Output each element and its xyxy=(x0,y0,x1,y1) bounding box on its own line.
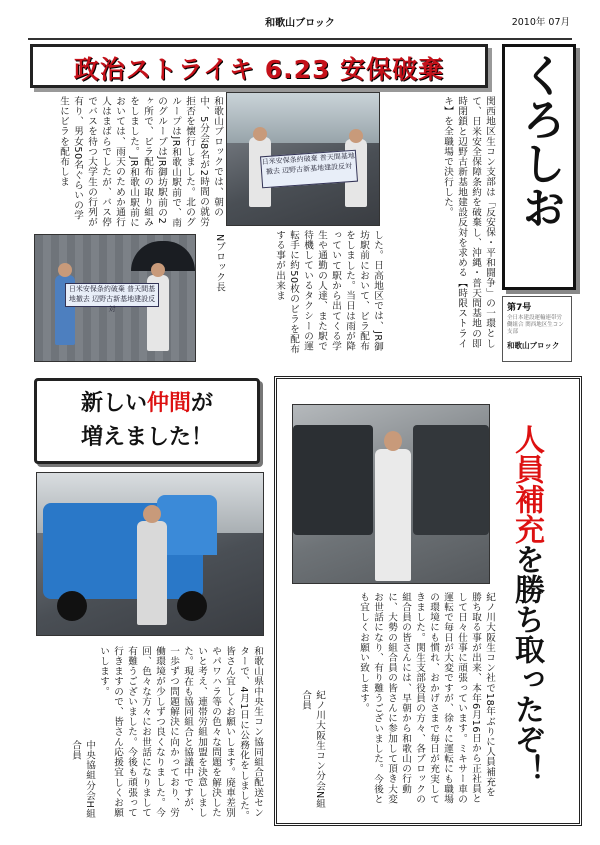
text-col: 題を解決したいと考え、連帯労組加 xyxy=(196,646,221,818)
article1-body xyxy=(226,230,384,360)
text-col: と辺野古新基地建設反対を求める【時限ストライキ】を全 xyxy=(442,96,467,349)
text-col: 労働環境が少しずつ良くなりまし xyxy=(154,646,179,818)
text-col: 張って行きますので、皆さん応援宜 xyxy=(112,646,137,818)
header-date: 2010年 07月 xyxy=(511,17,570,28)
photo-new-hire xyxy=(292,404,490,584)
text-col: らいの学生にビラを配布しま xyxy=(58,96,83,221)
text-col: 山駅前においては、雨天のた xyxy=(114,96,139,228)
text-col: さまで毎日が充実してきました。関生支部役 xyxy=(414,592,439,805)
photo-demonstration-2 xyxy=(34,234,196,362)
text-col: 紀ノ川大阪生コン社で18年ぶりに人員補充 xyxy=(484,592,495,788)
text-col: めか通行人はまばらでした xyxy=(100,96,125,228)
text-col: の人達、また駅で待機してい xyxy=(302,230,327,352)
text-col: 現在も協同組合と協議中ですが、 xyxy=(182,666,193,818)
article1-left xyxy=(38,96,224,228)
vertical-headline-highlight: 人員補充 xyxy=(509,424,544,544)
text-col: ました。皆さん宜しくお願いします。 xyxy=(224,646,249,821)
article3 xyxy=(296,592,496,806)
text-col: 和歌山ブロックでは、朝の xyxy=(212,96,223,218)
text-col: 日米安全保障条約を破棄し、沖縄・普天間基地の即時閉鎖 xyxy=(456,96,481,349)
photo-banner-2: 日米安保条約破棄 普天間基地撤去 辺野古新基地建設反対 xyxy=(65,283,159,307)
text-col: た。今回、色々な方々にお世話にな xyxy=(140,646,165,818)
sub-headline-highlight: 仲間 xyxy=(146,391,191,416)
text-col: 廃車差別やパワハラ等の色々な問 xyxy=(210,646,235,818)
headline-box xyxy=(30,44,488,88)
vertical-headline-text: を勝ち取ったぞ！ xyxy=(509,544,544,784)
text-col: 員の方々、各ブロックの組合員の皆さんには、 xyxy=(400,592,425,805)
header-org: 和歌山ブロック xyxy=(265,18,335,29)
text-col: 盟を決意しました。 xyxy=(182,646,207,818)
photo-banner-1: 日米安保条約破棄 普天間基地撤去 辺野古新基地建設反対 xyxy=(260,150,358,189)
issue-box xyxy=(502,296,572,362)
text-col: を勝ち取る事が出来、本年6月16日から正社 xyxy=(470,592,495,798)
text-col: 徐々に運転にも職場の環境にも慣れ、おかげ xyxy=(428,592,453,805)
masthead xyxy=(502,44,576,290)
article2-signature xyxy=(66,740,96,824)
text-col: 職場で決行した。 xyxy=(442,136,453,218)
text-col: 駅前で、南のグループはJR御坊 xyxy=(156,96,181,228)
text-col: 早朝から和歌山の行動に、大勢の組合員の皆 xyxy=(386,592,411,794)
text-col: 駅前において、ビラ配布をし xyxy=(344,230,369,352)
text-col: 取り組みをしました。JR和歌 xyxy=(128,96,153,228)
text-col: 員として日々仕事に頑張っています。 xyxy=(456,592,481,804)
text-col: した。日高地区では、JR御坊 xyxy=(358,230,383,352)
issue-org: 和歌山ブロック xyxy=(507,341,560,350)
sig-line: 中央協組分会 xyxy=(84,740,95,801)
sig-line: N組合員 xyxy=(300,690,325,809)
text-col: 生の行列が有り、男女50名ぐ xyxy=(72,96,97,228)
sub-headline-line2: 増えました！ xyxy=(80,425,213,450)
sub-headline-line1 xyxy=(37,387,257,421)
issue-sub: 全日本建設運輸連帯労働組合 関西地区生コン支部 xyxy=(507,315,564,335)
headline: 政治ストライキ 6.23 安保破棄 xyxy=(73,55,445,84)
header-rule xyxy=(28,38,572,40)
text-col: 難うございました。今後とも宜しくお願い致 xyxy=(358,592,383,805)
article1-closing xyxy=(196,234,226,360)
text-col: 中、5分会8名が2時間の就 xyxy=(198,96,209,217)
text-col: ミキサー車の運転で毎日が大変ですが、 xyxy=(442,592,467,805)
sub-headline-box xyxy=(34,378,260,464)
vertical-headline xyxy=(502,424,546,784)
text-col: るタクシーの運転手に約50枚 xyxy=(288,230,313,352)
masthead-title: くろしお xyxy=(514,53,565,229)
text-col: 一歩ずつ問題解決に向かっており、 xyxy=(168,646,179,808)
text-col: ました。当日は雨が降ってい xyxy=(330,230,355,352)
article1-intro xyxy=(384,96,496,358)
text-col: 駅前の2ヶ所で、ビラ配布の xyxy=(142,96,167,225)
text-col: 労拒否を懐行しました。 xyxy=(184,96,209,227)
photo-demonstration-1 xyxy=(226,92,380,226)
text-col: りまして有難うございました。今後も頑 xyxy=(126,646,151,818)
text-col: 北のグループはJR和歌山 xyxy=(170,96,195,228)
text-col: 関西地区生コン支部は「反安保・平和闘争」の一環として、 xyxy=(470,96,495,349)
sub-headline-text: 新しい xyxy=(80,391,147,416)
text-col: さんに参加して頂き大変お世話になり、有り xyxy=(372,592,397,805)
sig-line: 紀ノ川大阪生コン分会 xyxy=(314,690,325,791)
issue-number: 第7号 xyxy=(507,303,532,313)
sub-headline-text: が xyxy=(191,391,214,416)
text-col: センターで、4月1日に公務化をし xyxy=(238,646,263,818)
sig-line: H組合員 xyxy=(70,740,95,819)
text-col: て駅から出てくる学生や通勤 xyxy=(316,230,341,352)
text-col: のビラを配布する事が出来ま xyxy=(274,230,299,355)
text-col: が、バス停でバスを待つ大学 xyxy=(86,96,111,228)
photo-new-member xyxy=(36,472,264,636)
text-col: しくお願いします。 xyxy=(98,646,123,818)
article1-signature: Nブロック長 xyxy=(214,234,225,293)
article3-signature xyxy=(296,690,326,810)
text-col: します。 xyxy=(358,672,369,714)
text-col: 和歌山県中央生コン協同組合配送 xyxy=(252,646,263,798)
